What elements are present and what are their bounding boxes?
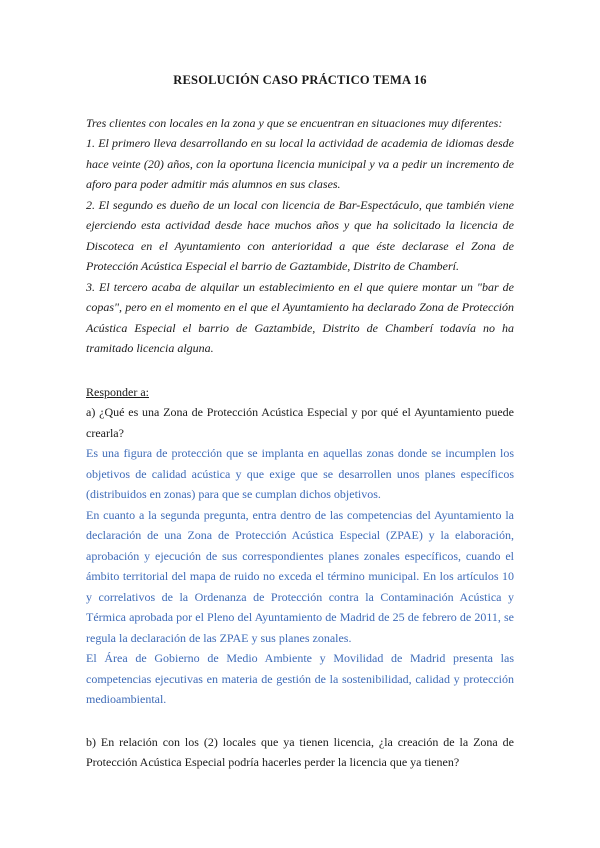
- respond-heading: Responder a:: [86, 384, 149, 399]
- case-intro: [86, 113, 514, 359]
- paragraph-gap: [86, 710, 514, 732]
- client-3-paragraph: 3. El tercero acaba de alquilar un establecimiento en el que quiere montar un "bar de copas", pero en el momento en el que el Ayuntamiento ha declarado Zona de Protección Acústica Especial el barrio de Gaztambide, Distrito de Chamberí todavía no ha tramitado licencia alguna.: [86, 279, 514, 355]
- client-2-paragraph: 2. El segundo es dueño de un local con licencia de Bar-Espectáculo, que también viene ejerciendo esta actividad desde hace muchos años y que ha solicitado la licencia de Discoteca en el Ayuntamiento con anterioridad a que éste declarase el Zona de Protección Acústica Especial el barrio de Gaztambide, Distrito de Chamberí.: [86, 197, 514, 273]
- answers-section: [86, 382, 514, 773]
- question-b: b) En relación con los (2) locales que ya tienen licencia, ¿la creación de la Zona de Protección Acústica Especial podría hacerles perder la licencia que ya tienen?: [86, 734, 514, 769]
- answer-a-paragraph-2: En cuanto a la segunda pregunta, entra dentro de las competencias del Ayuntamiento la declaración de una Zona de Protección Acústica Especial (ZPAE) y la elaboración, aprobación y ejecución de sus correspondientes planes zonales específicos, cuando el ámbito territorial del mapa de ruido no exceda el término municipal. En los artículos 10 y correlativos de la Ordenanza de Protección contra la Contaminación Acústica y Térmica aprobada por el Pleno del Ayuntamiento de Madrid de 25 de febrero de 2011, se regula la declaración de las ZPAE y sus planes zonales.: [86, 507, 514, 645]
- client-1-paragraph: 1. El primero lleva desarrollando en su local la actividad de academia de idiomas desde hace veinte (20) años, con la oportuna licencia municipal y va a pedir un incremento de aforo para poder admitir más alumnos en sus clases.: [86, 136, 514, 191]
- answer-a-paragraph-1: Es una figura de protección que se implanta en aquellas zonas donde se incumplen los objetivos de calidad acústica y que exige que se desarrollen unos planes específicos (distribuidos en zonas) para que se cumplan dichos objetivos.: [86, 446, 514, 501]
- document-title: RESOLUCIÓN CASO PRÁCTICO TEMA 16: [173, 73, 427, 87]
- answer-a-paragraph-3: El Área de Gobierno de Medio Ambiente y Movilidad de Madrid presenta las competencias ejecutivas en materia de gestión de la sostenibilidad, calidad y protección medioambiental.: [86, 651, 514, 706]
- question-a: a) ¿Qué es una Zona de Protección Acústica Especial y por qué el Ayuntamiento puede crearla?: [86, 405, 514, 440]
- intro-line: Tres clientes con locales en la zona y que se encuentran en situaciones muy diferentes:: [86, 115, 503, 130]
